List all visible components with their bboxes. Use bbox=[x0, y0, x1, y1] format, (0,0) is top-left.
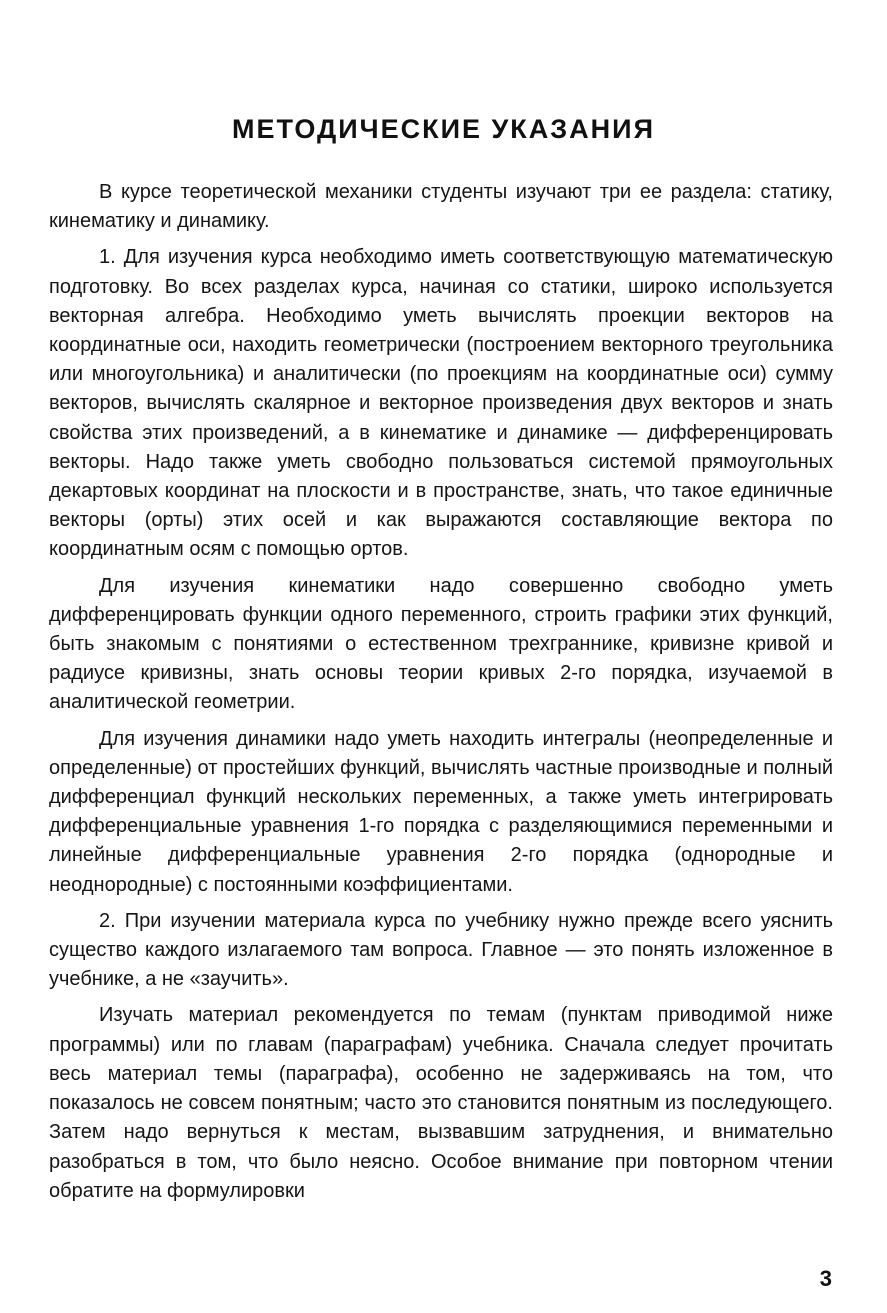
paragraph-math-preparation: 1. Для изучения курса необходимо иметь соответствующую математическую подготовку. Во всех разделах курса, начиная со статики, широко используется векторная алгебра. Необходимо уметь вычислять проекции векторов на координатные оси, находить геометрически (построением векторного треугольника или многоугольника) и аналитически (по проекциям на координатные оси) сумму векторов, вычислять скалярное и векторное произведения двух векторов и знать свойства этих произведений, а в кинематике и динамике — дифференцировать векторы. Надо также уметь свободно пользоваться системой прямоугольных декартовых координат на плоскости и в пространстве, знать, что такое единичные векторы (орты) этих осей и как выражаются составляющие вектора по координатным осям с помощью ортов. bbox=[49, 246, 833, 561]
paragraph-textbook-study: 2. При изучении материала курса по учебнику нужно прежде всего уяснить существо каждого излагаемого там вопроса. Главное — это понять изложенное в учебнике, а не «заучить». bbox=[49, 909, 833, 991]
page-title: МЕТОДИЧЕСКИЕ УКАЗАНИЯ bbox=[232, 114, 655, 144]
body-text bbox=[49, 178, 833, 1206]
paragraph-kinematics: Для изучения кинематики надо совершенно свободно уметь дифференцировать функции одного переменного, строить графики этих функций, быть знакомым с понятиями о естественном трехграннике, кривизне кривой и радиусе кривизны, знать основы теории кривых 2-го порядка, изучаемой в аналитической геометрии. bbox=[49, 574, 833, 714]
paragraph-intro: В курсе теоретической механики студенты изучают три ее раздела: статику, кинематику и динамику. bbox=[49, 181, 833, 233]
paragraph-study-method: Изучать материал рекомендуется по темам (пунктам приводимой ниже программы) или по главам (параграфам) учебника. Сначала следует прочитать весь материал темы (параграфа), особенно не задерживаясь на том, что показалось не совсем понятным; часто это становится понятным из последующего. Затем надо вернуться к местам, вызвавшим затруднения, и внимательно разобраться в том, что было неясно. Особое внимание при повторном чтении обратите на формулировки bbox=[49, 1004, 833, 1202]
paragraph-dynamics: Для изучения динамики надо уметь находить интегралы (неопределенные и определенные) от простейших функций, вычислять частные производные и полный дифференциал функций нескольких переменных, а также уметь интегрировать дифференциальные уравнения 1-го порядка с разделяющимися переменными и линейные дифференциальные уравнения 2-го порядка (однородные и неоднородные) с постоянными коэффициентами. bbox=[49, 727, 833, 896]
page-number: 3 bbox=[819, 1266, 832, 1291]
